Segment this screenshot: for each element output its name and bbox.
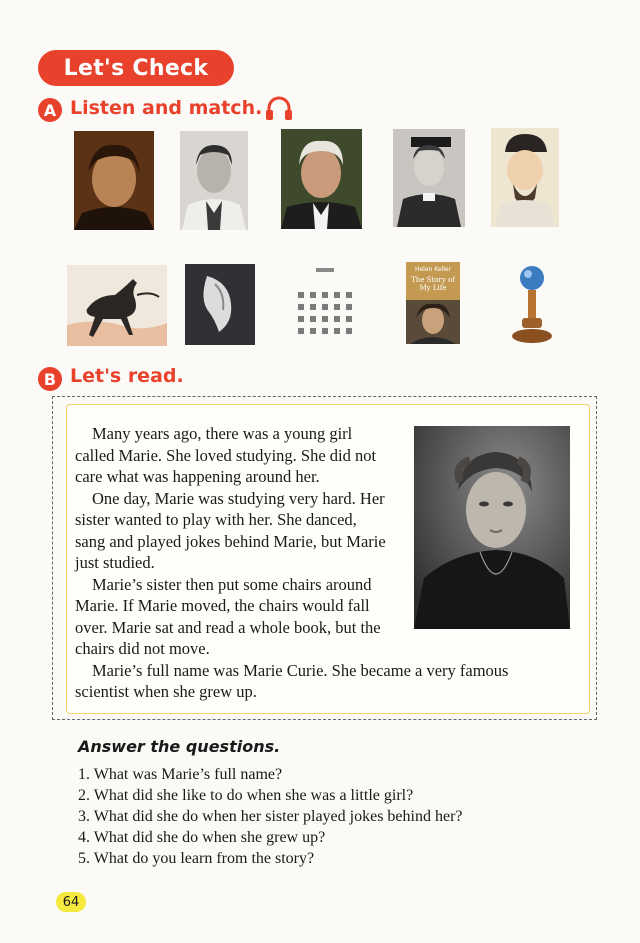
story-line: care what was happening around her. — [75, 467, 320, 486]
horse-painting[interactable] — [67, 265, 167, 346]
book-cover[interactable] — [406, 262, 460, 344]
story-line: Many years ago, there was a young girl — [92, 424, 353, 443]
book-title-line2: My Life — [419, 284, 447, 292]
questions-list — [78, 764, 538, 869]
portrait-1[interactable] — [74, 131, 154, 230]
story-line: Marie’s sister then put some chairs around — [92, 574, 372, 594]
story-line: scientist when she grew up. — [75, 682, 257, 701]
story-line: Marie. If Marie moved, the chairs would fall — [75, 596, 370, 615]
story-line: Marie’s full name was Marie Curie. She became a very famous — [92, 660, 509, 680]
book-title-line1: The Story of — [411, 276, 455, 284]
page-title: Let's Check — [38, 50, 234, 86]
book-author: Helen Keller — [414, 266, 452, 273]
story-line: sister wanted to play with her. She danced, — [75, 510, 357, 529]
portrait-2[interactable] — [180, 131, 248, 230]
story-line: called Marie. She loved studying. She did not — [75, 445, 377, 465]
story-line: chairs did not move. — [75, 639, 210, 658]
section-b-title: Let's read. — [70, 365, 184, 387]
chinese-poem[interactable] — [290, 264, 360, 345]
story-line: just studied. — [75, 553, 155, 572]
section-b-badge: B — [38, 367, 62, 391]
page-number: 64 — [56, 892, 86, 912]
light-bulb[interactable] — [508, 262, 556, 344]
headphones-icon[interactable] — [264, 96, 294, 122]
story-line: sang and played jokes behind Marie, but Marie — [75, 531, 386, 551]
story-line: One day, Marie was studying very hard. Her — [92, 488, 385, 508]
portrait-3[interactable] — [281, 129, 362, 229]
question-item: 5. What do you learn from the story? — [78, 850, 315, 867]
question-item: 1. What was Marie’s full name? — [78, 766, 283, 783]
questions-title: Answer the questions. — [78, 737, 281, 756]
portrait-4[interactable] — [393, 129, 465, 227]
section-a-badge: A — [38, 98, 62, 122]
portrait-5[interactable] — [491, 128, 559, 227]
story-line: over. Marie sat and read a whole book, but the — [75, 617, 381, 637]
question-item: 3. What did she do when her sister played jokes behind her? — [78, 808, 463, 825]
question-item: 2. What did she like to do when she was a little girl? — [78, 787, 414, 804]
abstract-art[interactable] — [185, 264, 255, 345]
marie-curie-photo — [414, 426, 570, 629]
section-a-title: Listen and match. — [70, 97, 263, 119]
question-item: 4. What did she do when she grew up? — [78, 829, 326, 846]
